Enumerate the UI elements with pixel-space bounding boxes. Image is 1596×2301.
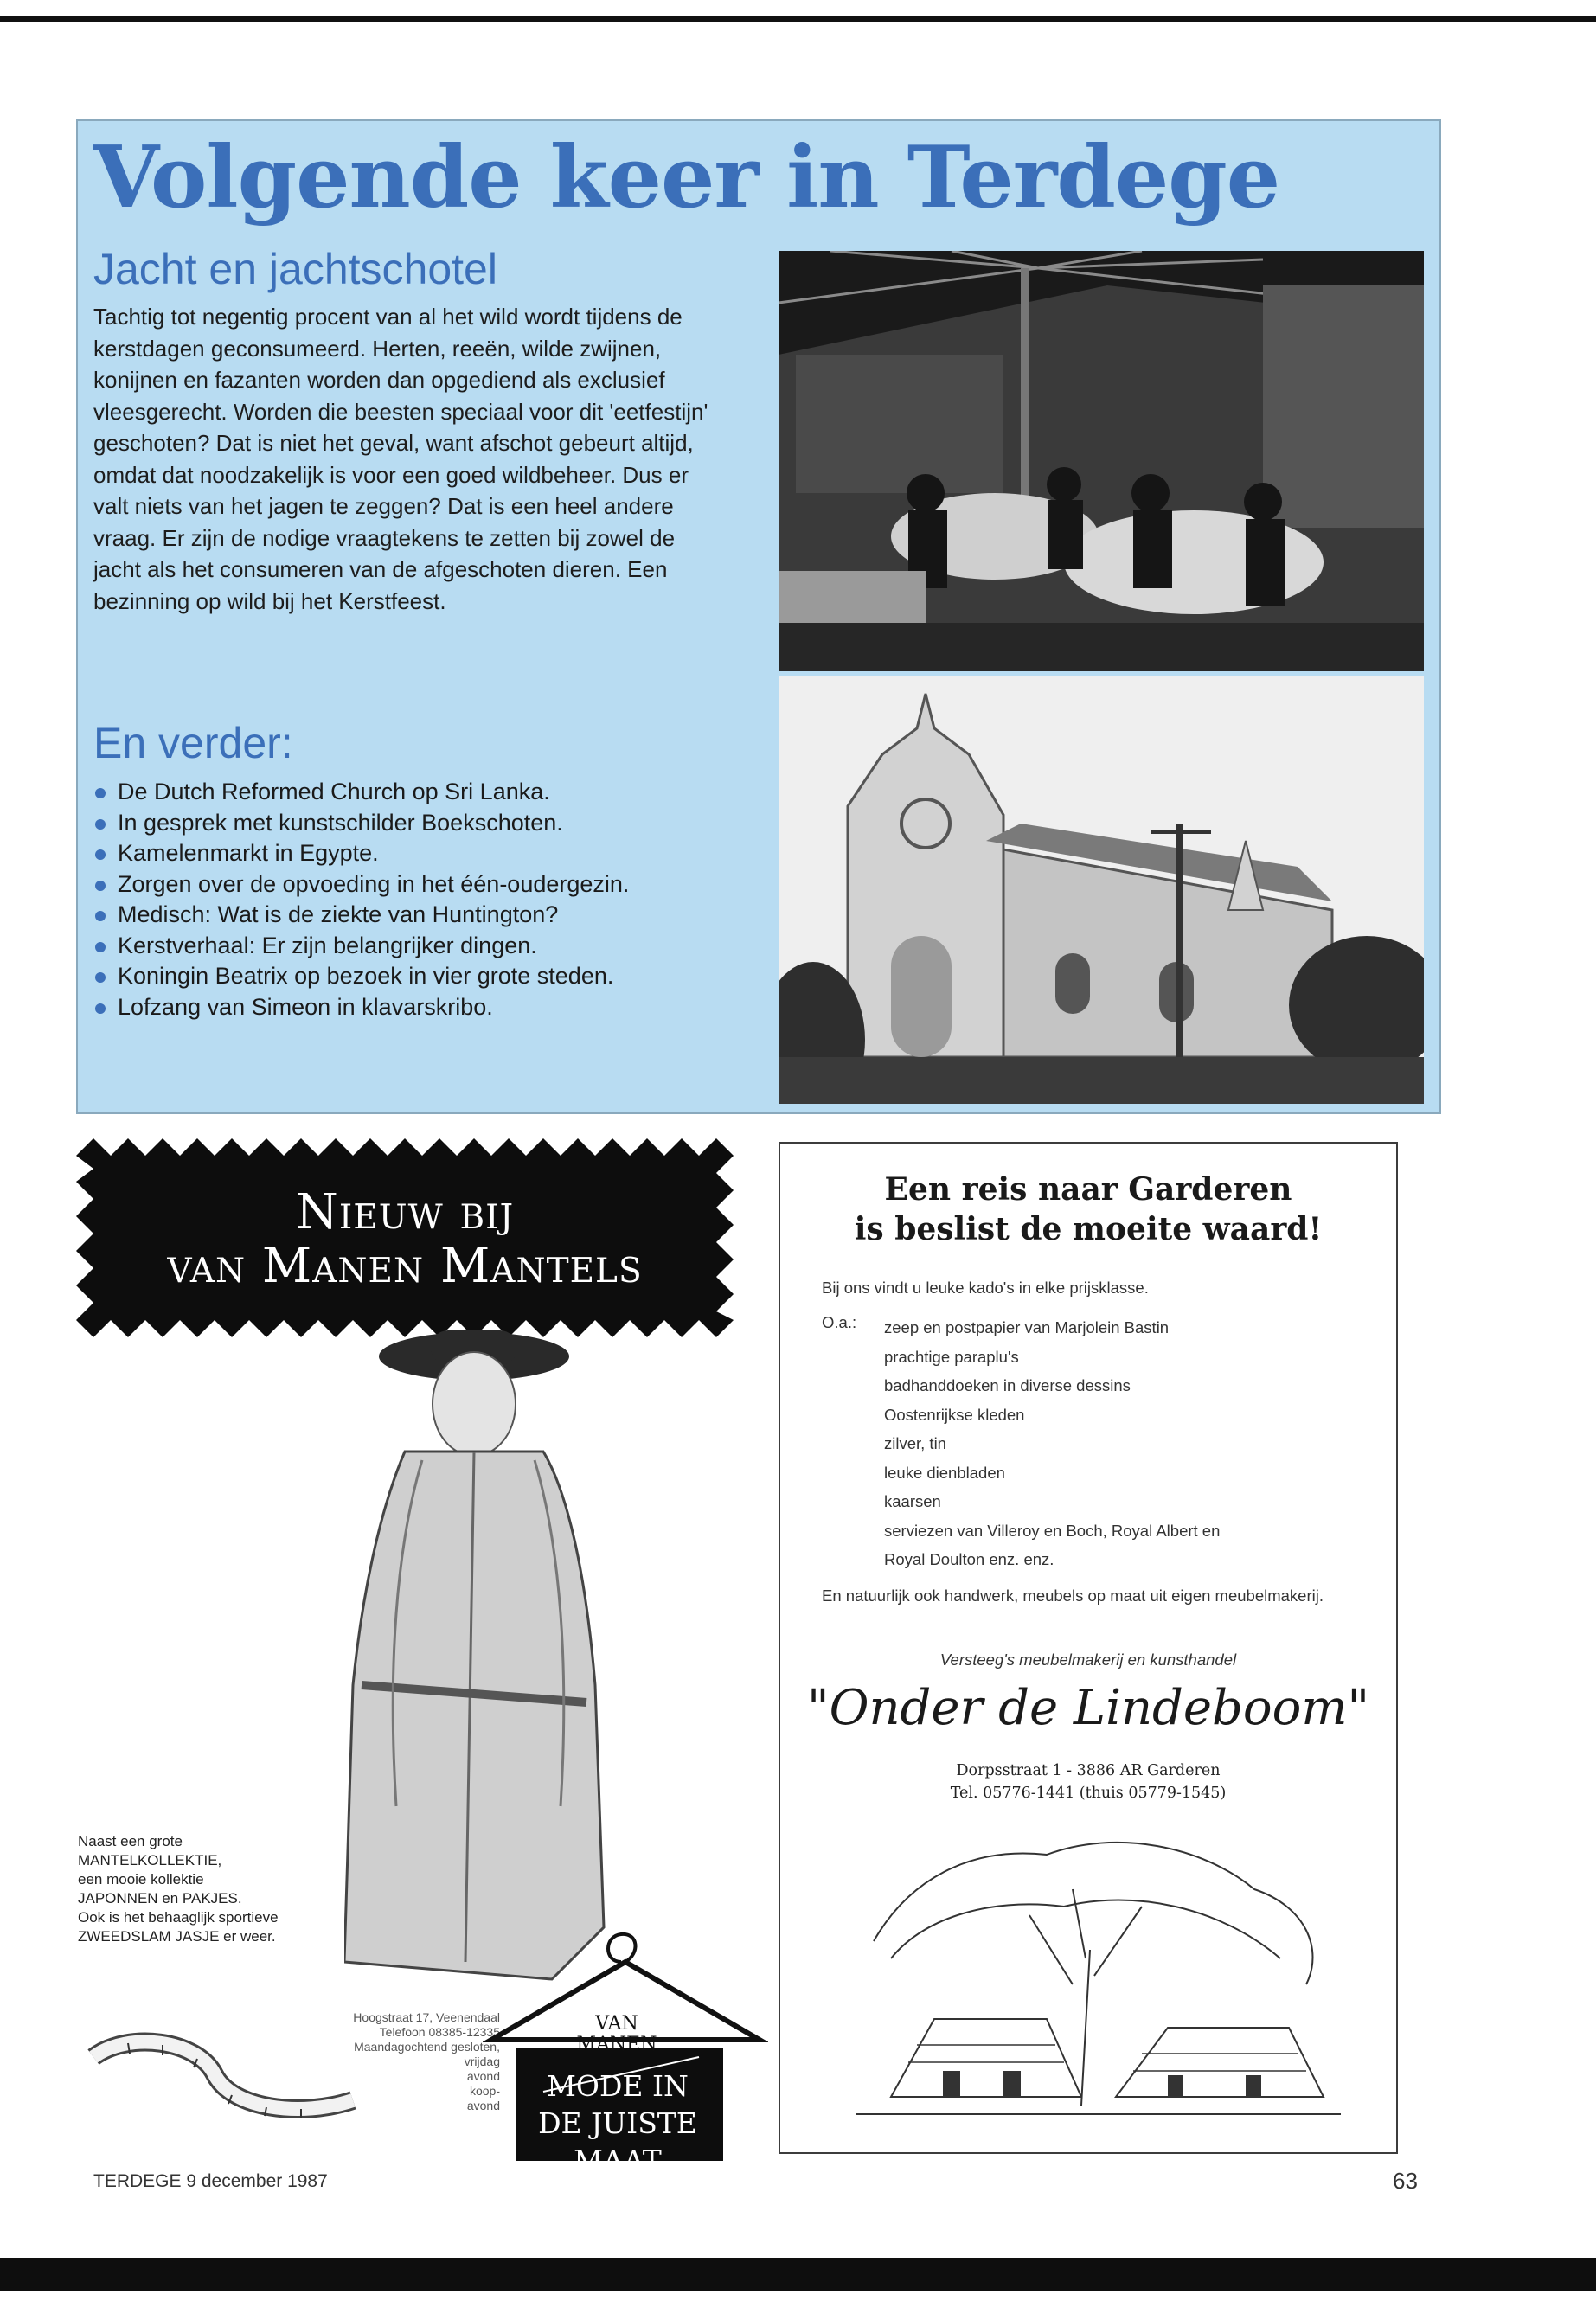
address-line: Telefoon 08385-12335 [379, 2025, 500, 2039]
text-line: ZWEEDSLAM JASJE er weer. [78, 1928, 276, 1945]
banner-line-brand: van Manen Mantels [167, 1238, 643, 1294]
logo-line-van: VAN [595, 2013, 638, 2035]
van-manen-banner-title [76, 1186, 734, 1293]
list-item: Kerstverhaal: Er zijn belangrijker dingen. [93, 931, 785, 962]
list-item: zeep en postpapier van Marjolein Bastin [884, 1318, 1170, 1336]
address-line: Maandagochtend gesloten, [354, 2040, 500, 2054]
top-rule [0, 16, 1596, 22]
list-item: In gesprek met kunstschilder Boekschoten. [93, 808, 785, 839]
list-item: Kamelenmarkt in Egypte. [93, 838, 785, 869]
garderen-outro: En natuurlijk ook handwerk, meubels op maat uit eigen meubelmakerij. [822, 1586, 1324, 1605]
section-title-further: En verder: [93, 719, 293, 767]
shop-subtitle: Versteeg's meubelmakerij en kunsthandel [939, 1650, 1237, 1669]
oa-label: O.a.: [822, 1313, 857, 1331]
address-line: avond [466, 2099, 500, 2112]
woman-in-coat-illustration [344, 1322, 621, 1988]
list-item: serviezen van Villeroy en Boch, Royal Albert en [884, 1521, 1221, 1540]
address-line: Hoogstraat 17, Veenendaal [353, 2010, 500, 2024]
list-item: Medisch: Wat is de ziekte van Huntington? [93, 900, 785, 931]
van-manen-slogan [513, 2067, 722, 2179]
church-photo [779, 676, 1424, 1104]
address-line: avond [466, 2069, 500, 2083]
garderen-title [780, 1170, 1396, 1249]
text-line: MANTELKOLLEKTIE, [78, 1852, 222, 1868]
shop-name: "Onder de Lindeboom" [806, 1680, 1370, 1736]
preview-headline: Volgende keer in Terdege [93, 128, 1280, 228]
van-manen-banner [76, 1138, 734, 1337]
shop-address [780, 1759, 1396, 1804]
list-item: Oostenrijkse kleden [884, 1405, 1025, 1424]
banner-line-new: Nieuw bij [295, 1184, 515, 1240]
list-item: Koningin Beatrix op bezoek in vier grote steden. [93, 961, 785, 992]
list-item: Lofzang van Simeon in klavarskribo. [93, 992, 785, 1023]
bottom-rule [0, 2258, 1596, 2291]
van-manen-advertisement [76, 1131, 744, 2177]
van-manen-address [206, 2010, 500, 2113]
title-line: is beslist de moeite waard! [854, 1211, 1323, 1247]
text-line: Naast een grote [78, 1833, 183, 1849]
phone-line: Tel. 05776-1441 (thuis 05779-1545) [950, 1785, 1227, 1802]
restaurant-photo [779, 251, 1424, 671]
text-line: Ook is het behaaglijk sportieve [78, 1909, 279, 1926]
further-topics-list [93, 777, 785, 1022]
address-line: vrijdag [464, 2054, 500, 2068]
hunting-article-text: Tachtig tot negentig procent van al het wild wordt tijdens de kerstdagen geconsumeerd. Herten, reeën, wilde zwijnen, konijnen en fazanten worden dan opgediend als exclusief vleesgerecht. Worden die beesten speciaal voor dit 'eetfestijn' geschoten? Dat is niet het geval, want afschot gebeurt altijd, omdat dat noodzakelijk is voor een goed wildbeheer. Dus er valt niets van het jagen te zeggen? Dat is een heel andere vraag. Er zijn de nodige vraagtekens te zetten bij zowel de jacht als het consumeren van de afgeschoten dieren. Een bezinning op wild bij het Kerstfeest. [93, 304, 708, 614]
list-item: kaarsen [884, 1492, 941, 1510]
text-line: JAPONNEN en PAKJES. [78, 1890, 242, 1907]
section-title-hunting: Jacht en jachtschotel [93, 245, 497, 293]
list-item: zilver, tin [884, 1434, 946, 1452]
garderen-intro: Bij ons vindt u leuke kado's in elke prijsklasse. [822, 1279, 1149, 1297]
slogan-line: DE JUISTE [538, 2106, 697, 2140]
page-number: 63 [1393, 2168, 1418, 2194]
issue-footer: TERDEGE 9 december 1987 [93, 2171, 328, 2191]
list-item: Zorgen over de opvoeding in het één-oudergezin. [93, 869, 785, 901]
list-item: Royal Doulton enz. enz. [884, 1550, 1054, 1568]
text-line: een mooie kollektie [78, 1871, 204, 1888]
logo-line-manen: MANEN [576, 2034, 657, 2055]
list-item: De Dutch Reformed Church op Sri Lanka. [93, 777, 785, 808]
title-line: Een reis naar Garderen [884, 1171, 1292, 1208]
farmhouse-tree-sketch [856, 1811, 1341, 2140]
garderen-product-list [884, 1313, 1220, 1574]
slogan-line: MODE IN [547, 2069, 689, 2103]
van-manen-logo-text [565, 2014, 669, 2055]
list-item: leuke dienbladen [884, 1463, 1005, 1482]
next-issue-preview [76, 119, 1441, 1114]
slogan-line: MAAT [574, 2144, 662, 2177]
list-item: badhanddoeken in diverse dessins [884, 1376, 1131, 1394]
garderen-advertisement [779, 1142, 1398, 2154]
van-manen-body-text [78, 1832, 311, 1946]
address-line: Dorpsstraat 1 - 3886 AR Garderen [956, 1762, 1221, 1779]
address-line: koop- [469, 2084, 500, 2098]
list-item: prachtige paraplu's [884, 1347, 1019, 1366]
